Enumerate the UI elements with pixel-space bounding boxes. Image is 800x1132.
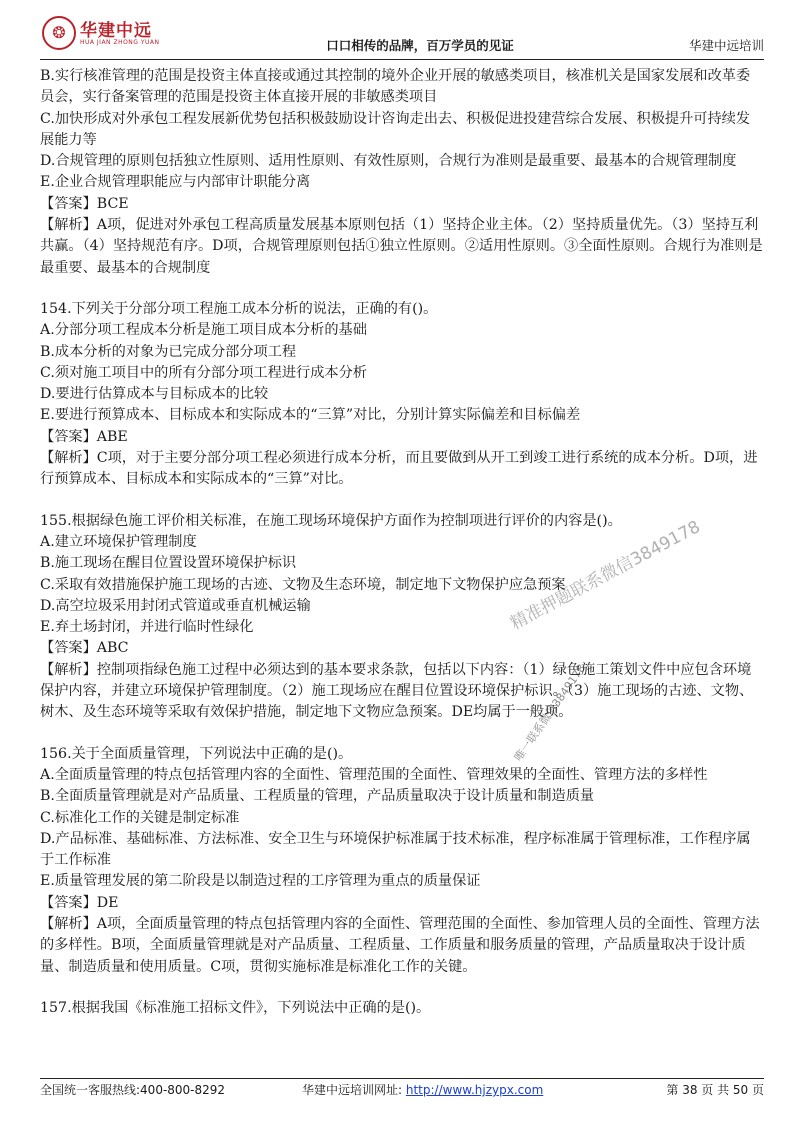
- logo: [40, 14, 160, 54]
- document-line: C.标准化工作的关键是制定标准: [40, 809, 240, 826]
- paragraph-gap: [40, 724, 764, 744]
- document-line: 154.下列关于分部分项工程施工成本分析的说法，正确的有()。: [40, 300, 438, 317]
- document-line: 【解析】A项，促进对外承包工程高质量发展基本原则包括（1）坚持企业主体。（2）坚持质量优先。（3）坚持互利共赢。（4）坚持规范有序。D项，合规管理原则包括①独立性原则。②适用性原则。③全面性原则。合规行为准则是最重要、最基本的合规制度: [40, 217, 763, 276]
- document-line: 【解析】C项，对于主要分部分项工程必须进行成本分析，而且要做到从开工到竣工进行系统的成本分析。D项，进行预算成本、目标成本和实际成本的“三算”对比。: [40, 450, 758, 488]
- footer-hotline: 全国统一客服热线:400-800-8292: [40, 1083, 226, 1097]
- document-line: 156.关于全面质量管理，下列说法中正确的是()。: [40, 745, 353, 762]
- document-line: B.施工现场在醒目位置设置环境保护标识: [40, 555, 297, 572]
- document-line: E.弃土场封闭，并进行临时性绿化: [40, 619, 254, 636]
- header-divider: [40, 59, 764, 60]
- document-line: 【答案】ABC: [40, 640, 129, 657]
- footer-site: [302, 1081, 543, 1098]
- document-line: 157.根据我国《标准施工招标文件》，下列说法中正确的是()。: [40, 999, 431, 1016]
- footer-page-number: 第 38 页 共 50 页: [666, 1083, 764, 1097]
- header-brand: 华建中远培训: [688, 38, 764, 53]
- logo-name: 华建中远: [80, 21, 152, 41]
- document-line: E.要进行预算成本、目标成本和实际成本的“三算”对比，分别计算实际偏差和目标偏差: [40, 407, 581, 424]
- document-line: 155.根据绿色施工评价相关标准，在施工现场环境保护方面作为控制项进行评价的内容是()。: [40, 512, 622, 529]
- document-line: A.建立环境保护管理制度: [40, 533, 197, 550]
- document-line: D.合规管理的原则包括独立性原则、适用性原则、有效性原则，合规行为准则是最重要、最基本的合规管理制度: [40, 153, 737, 170]
- document-line: 【答案】ABE: [40, 428, 128, 445]
- document-line: D.产品标准、基础标准、方法标准、安全卫生与环境保护标准属于技术标准，程序标准属于管理标准，工作程序属于工作标准: [40, 830, 751, 869]
- document-line: B.实行核准管理的范围是投资主体直接或通过其控制的境外企业开展的敏感类项目，核准机关是国家发展和改革委员会，实行备案管理的范围是投资主体直接开展的非敏感类项目: [40, 68, 751, 106]
- document-line: 【解析】控制项指绿色施工过程中必须达到的基本要求条款，包括以下内容：（1）绿色施工策划文件中应包含环境保护内容，并建立环境保护管理制度。（2）施工现场应在醒目位置设环境保护标识。（3）施工现场的古迹、文物、树木、及生态环境等采取有效保护措施，制定地下文物应急预案。DE均属于一般项。: [40, 661, 754, 721]
- document-line: C.采取有效措施保护施工现场的古迹、文物及生态环境，制定地下文物保护应急预案: [40, 576, 566, 593]
- document-line: C.加快形成对外承包工程发展新优势包括积极鼓励设计咨询走出去、积极促进投建营综合发展、积极提升可持续发展能力等: [40, 110, 751, 148]
- paragraph-gap: [40, 279, 764, 299]
- document-line: A.分部分项工程成本分析是施工项目成本分析的基础: [40, 322, 367, 339]
- header-slogan: 口口相传的品牌，百万学员的见证: [326, 38, 514, 53]
- footer-site-label: 华建中远培训网址:: [302, 1083, 403, 1097]
- paragraph-gap: [40, 978, 764, 998]
- document-line: E.质量管理发展的第二阶段是以制造过程的工序管理为重点的质量保证: [40, 873, 481, 890]
- document-line: B.全面质量管理就是对产品质量、工程质量的管理，产品质量取决于设计质量和制造质量: [40, 788, 595, 805]
- document-line: A.全面质量管理的特点包括管理内容的全面性、管理范围的全面性、管理效果的全面性、管理方法的多样性: [40, 766, 708, 783]
- document-line: 【答案】BCE: [40, 195, 129, 212]
- document-line: D.高空垃圾采用封闭式管道或垂直机械运输: [40, 597, 311, 614]
- footer-divider: [40, 1078, 764, 1079]
- page-footer: [40, 1081, 764, 1101]
- watermark-text-small: 唯一联系微信3849178: [511, 661, 589, 764]
- document-line: C.须对施工项目中的所有分部分项工程进行成本分析: [40, 364, 367, 381]
- logo-subtitle: HUA JIAN ZHONG YUAN: [80, 39, 160, 46]
- document-line: E.企业合规管理职能应与内部审计职能分离: [40, 174, 311, 191]
- document-line: D.要进行估算成本与目标成本的比较: [40, 386, 269, 403]
- logo-seal-icon: ❂: [42, 16, 76, 50]
- document-line: B.成本分析的对象为已完成分部分项工程: [40, 343, 297, 360]
- footer-site-link[interactable]: http://www.hjzypx.com: [405, 1083, 544, 1097]
- watermark-text: 精准押题联系微信3849178: [507, 517, 704, 635]
- document-line: 【答案】DE: [40, 894, 119, 911]
- document-line: 【解析】A项，全面质量管理的特点包括管理内容的全面性、管理范围的全面性、参加管理人员的全面性、管理方法的多样性。B项，全面质量管理就是对产品质量、工程质量、工作质量和服务质量的管理，产品质量取决于设计质量、制造质量和使用质量。C项，贯彻实施标准是标准化工作的关键。: [40, 915, 760, 975]
- page-header: [40, 14, 764, 60]
- paragraph-gap: [40, 491, 764, 511]
